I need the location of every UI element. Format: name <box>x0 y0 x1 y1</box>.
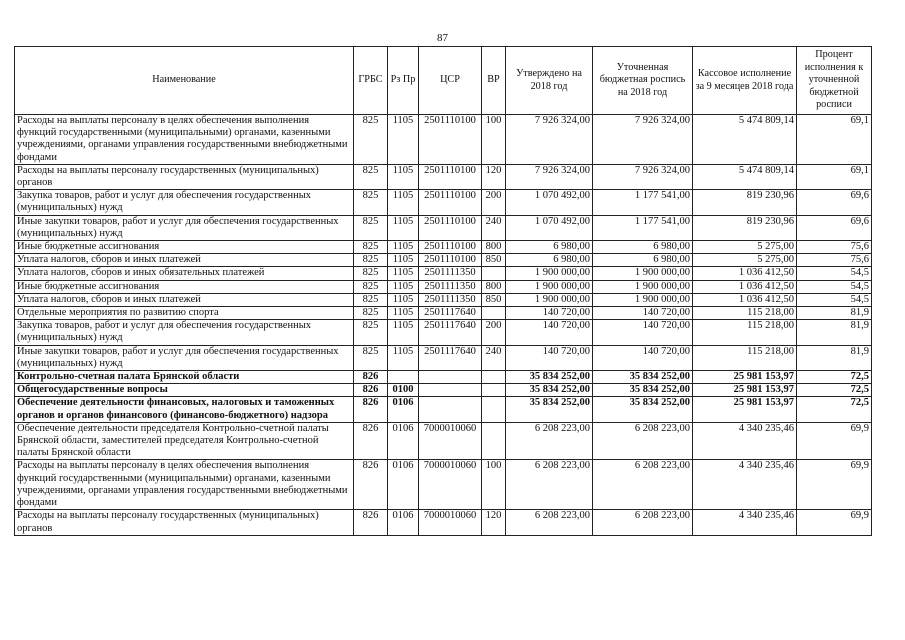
table-row <box>15 384 872 397</box>
header-rzpr: Рз Пр <box>388 47 419 115</box>
row-cash: 5 474 809,14 <box>693 164 797 189</box>
row-grbs: 826 <box>354 460 388 510</box>
table-row <box>15 115 872 165</box>
row-csr: 7000010060 <box>419 460 482 510</box>
row-cash: 115 218,00 <box>693 320 797 345</box>
row-name: Общегосударственные вопросы <box>15 384 354 397</box>
row-cash: 25 981 153,97 <box>693 371 797 384</box>
row-approved: 1 900 000,00 <box>506 280 593 293</box>
row-rzpr: 1105 <box>388 164 419 189</box>
row-percent: 69,9 <box>797 422 872 460</box>
row-percent: 72,5 <box>797 384 872 397</box>
row-csr: 7000010060 <box>419 510 482 535</box>
row-percent: 54,5 <box>797 267 872 280</box>
row-refined: 7 926 324,00 <box>593 164 693 189</box>
row-vr: 100 <box>482 115 506 165</box>
row-vr: 120 <box>482 164 506 189</box>
row-approved: 140 720,00 <box>506 345 593 370</box>
table-row <box>15 371 872 384</box>
row-vr: 120 <box>482 510 506 535</box>
row-approved: 1 070 492,00 <box>506 215 593 240</box>
row-approved: 6 208 223,00 <box>506 460 593 510</box>
row-name: Расходы на выплаты персоналу государственных (муниципальных) органов <box>15 510 354 535</box>
table-row <box>15 460 872 510</box>
row-csr: 2501110100 <box>419 254 482 267</box>
row-percent: 69,1 <box>797 115 872 165</box>
row-percent: 54,5 <box>797 280 872 293</box>
row-approved: 35 834 252,00 <box>506 397 593 422</box>
row-csr: 2501110100 <box>419 164 482 189</box>
row-vr: 800 <box>482 241 506 254</box>
table-row <box>15 254 872 267</box>
row-refined: 35 834 252,00 <box>593 384 693 397</box>
row-approved: 140 720,00 <box>506 307 593 320</box>
row-rzpr: 1105 <box>388 190 419 215</box>
row-name: Обеспечение деятельности финансовых, налоговых и таможенных органов и органов финансового (финансово-бюджетного) надзора <box>15 397 354 422</box>
row-rzpr: 1105 <box>388 254 419 267</box>
row-csr <box>419 371 482 384</box>
row-refined: 6 980,00 <box>593 241 693 254</box>
row-refined: 1 900 000,00 <box>593 293 693 306</box>
row-refined: 6 208 223,00 <box>593 510 693 535</box>
row-csr <box>419 397 482 422</box>
row-grbs: 825 <box>354 293 388 306</box>
row-name: Контрольно-счетная палата Брянской области <box>15 371 354 384</box>
row-percent: 69,9 <box>797 460 872 510</box>
header-csr: ЦСР <box>419 47 482 115</box>
header-refined: Уточненная бюджетная роспись на 2018 год <box>593 47 693 115</box>
row-percent: 75,6 <box>797 241 872 254</box>
header-grbs: ГРБС <box>354 47 388 115</box>
row-refined: 1 900 000,00 <box>593 267 693 280</box>
row-rzpr: 1105 <box>388 345 419 370</box>
row-refined: 140 720,00 <box>593 320 693 345</box>
row-refined: 1 177 541,00 <box>593 190 693 215</box>
row-percent: 54,5 <box>797 293 872 306</box>
row-vr <box>482 307 506 320</box>
row-cash: 819 230,96 <box>693 190 797 215</box>
row-vr: 240 <box>482 215 506 240</box>
row-cash: 5 275,00 <box>693 254 797 267</box>
row-grbs: 825 <box>354 280 388 293</box>
header-cash: Кассовое исполнение за 9 месяцев 2018 года <box>693 47 797 115</box>
row-refined: 140 720,00 <box>593 307 693 320</box>
row-vr: 240 <box>482 345 506 370</box>
row-grbs: 825 <box>354 190 388 215</box>
table-row <box>15 345 872 370</box>
row-csr: 2501110100 <box>419 115 482 165</box>
table-row <box>15 422 872 460</box>
row-cash: 25 981 153,97 <box>693 397 797 422</box>
row-vr: 200 <box>482 190 506 215</box>
table-row <box>15 293 872 306</box>
row-vr: 800 <box>482 280 506 293</box>
row-approved: 7 926 324,00 <box>506 164 593 189</box>
row-grbs: 825 <box>354 215 388 240</box>
row-csr: 2501110100 <box>419 241 482 254</box>
row-grbs: 825 <box>354 115 388 165</box>
row-rzpr: 1105 <box>388 307 419 320</box>
table-header-row <box>15 47 872 115</box>
row-csr: 7000010060 <box>419 422 482 460</box>
row-refined: 7 926 324,00 <box>593 115 693 165</box>
row-grbs: 825 <box>354 320 388 345</box>
table-row <box>15 267 872 280</box>
row-name: Расходы на выплаты персоналу в целях обеспечения выполнения функций государственными (муниципальными) органами, казенными учреждениями, органами управления государственными внебюджетными фондами <box>15 115 354 165</box>
header-vr: ВР <box>482 47 506 115</box>
row-percent: 72,5 <box>797 371 872 384</box>
row-vr: 200 <box>482 320 506 345</box>
row-csr: 2501117640 <box>419 320 482 345</box>
row-refined: 6 208 223,00 <box>593 422 693 460</box>
row-name: Закупка товаров, работ и услуг для обеспечения государственных (муниципальных) нужд <box>15 320 354 345</box>
row-cash: 4 340 235,46 <box>693 422 797 460</box>
row-cash: 5 474 809,14 <box>693 115 797 165</box>
row-grbs: 826 <box>354 371 388 384</box>
row-csr: 2501110100 <box>419 215 482 240</box>
row-name: Обеспечение деятельности председателя Контрольно-счетной палаты Брянской области, заместителей председателя Контрольно-счетной палаты Брянской области <box>15 422 354 460</box>
row-refined: 35 834 252,00 <box>593 371 693 384</box>
row-grbs: 825 <box>354 164 388 189</box>
row-csr: 2501117640 <box>419 345 482 370</box>
row-grbs: 825 <box>354 267 388 280</box>
row-percent: 72,5 <box>797 397 872 422</box>
row-vr: 100 <box>482 460 506 510</box>
row-name: Иные закупки товаров, работ и услуг для обеспечения государственных (муниципальных) нужд <box>15 215 354 240</box>
row-name: Уплата налогов, сборов и иных платежей <box>15 254 354 267</box>
table-row <box>15 190 872 215</box>
row-cash: 115 218,00 <box>693 307 797 320</box>
row-vr <box>482 384 506 397</box>
header-approved: Утверждено на 2018 год <box>506 47 593 115</box>
row-csr <box>419 384 482 397</box>
table-row <box>15 164 872 189</box>
row-cash: 1 036 412,50 <box>693 267 797 280</box>
table-row <box>15 241 872 254</box>
budget-table <box>14 46 872 536</box>
row-percent: 81,9 <box>797 307 872 320</box>
header-percent: Процент исполнения к уточненной бюджетной росписи <box>797 47 872 115</box>
row-vr <box>482 267 506 280</box>
row-percent: 75,6 <box>797 254 872 267</box>
row-approved: 7 926 324,00 <box>506 115 593 165</box>
row-name: Отдельные мероприятия по развитию спорта <box>15 307 354 320</box>
row-percent: 69,1 <box>797 164 872 189</box>
table-row <box>15 215 872 240</box>
row-percent: 69,6 <box>797 215 872 240</box>
row-vr <box>482 422 506 460</box>
row-grbs: 825 <box>354 345 388 370</box>
row-rzpr: 1105 <box>388 115 419 165</box>
row-percent: 69,6 <box>797 190 872 215</box>
page-number: 87 <box>437 32 448 44</box>
row-grbs: 825 <box>354 254 388 267</box>
row-rzpr: 0106 <box>388 422 419 460</box>
row-vr <box>482 397 506 422</box>
row-name: Закупка товаров, работ и услуг для обеспечения государственных (муниципальных) нужд <box>15 190 354 215</box>
row-cash: 819 230,96 <box>693 215 797 240</box>
row-refined: 6 208 223,00 <box>593 460 693 510</box>
table-row <box>15 397 872 422</box>
row-approved: 1 900 000,00 <box>506 267 593 280</box>
row-rzpr: 1105 <box>388 280 419 293</box>
row-rzpr: 1105 <box>388 293 419 306</box>
row-rzpr: 0106 <box>388 397 419 422</box>
header-name: Наименование <box>15 47 354 115</box>
row-name: Уплата налогов, сборов и иных обязательных платежей <box>15 267 354 280</box>
row-cash: 4 340 235,46 <box>693 510 797 535</box>
row-approved: 6 980,00 <box>506 241 593 254</box>
row-percent: 69,9 <box>797 510 872 535</box>
row-grbs: 826 <box>354 397 388 422</box>
row-approved: 6 980,00 <box>506 254 593 267</box>
row-vr <box>482 371 506 384</box>
row-approved: 6 208 223,00 <box>506 422 593 460</box>
table-row <box>15 510 872 535</box>
row-cash: 25 981 153,97 <box>693 384 797 397</box>
row-csr: 2501111350 <box>419 267 482 280</box>
table-row <box>15 307 872 320</box>
table-row <box>15 320 872 345</box>
row-cash: 5 275,00 <box>693 241 797 254</box>
row-refined: 1 177 541,00 <box>593 215 693 240</box>
row-refined: 6 980,00 <box>593 254 693 267</box>
row-vr: 850 <box>482 254 506 267</box>
row-approved: 6 208 223,00 <box>506 510 593 535</box>
row-grbs: 825 <box>354 307 388 320</box>
row-name: Расходы на выплаты персоналу в целях обеспечения выполнения функций государственными (муниципальными) органами, казенными учреждениями, органами управления государственными внебюджетными фондами <box>15 460 354 510</box>
row-grbs: 826 <box>354 384 388 397</box>
row-grbs: 825 <box>354 241 388 254</box>
row-grbs: 826 <box>354 510 388 535</box>
row-rzpr: 1105 <box>388 267 419 280</box>
row-rzpr: 1105 <box>388 215 419 240</box>
row-approved: 140 720,00 <box>506 320 593 345</box>
row-rzpr: 0106 <box>388 460 419 510</box>
row-name: Иные закупки товаров, работ и услуг для обеспечения государственных (муниципальных) нужд <box>15 345 354 370</box>
row-percent: 81,9 <box>797 345 872 370</box>
row-cash: 4 340 235,46 <box>693 460 797 510</box>
table-row <box>15 280 872 293</box>
row-approved: 1 070 492,00 <box>506 190 593 215</box>
row-name: Расходы на выплаты персоналу государственных (муниципальных) органов <box>15 164 354 189</box>
row-rzpr: 0106 <box>388 510 419 535</box>
row-name: Иные бюджетные ассигнования <box>15 241 354 254</box>
row-refined: 35 834 252,00 <box>593 397 693 422</box>
row-csr: 2501110100 <box>419 190 482 215</box>
row-csr: 2501111350 <box>419 280 482 293</box>
row-name: Иные бюджетные ассигнования <box>15 280 354 293</box>
row-grbs: 826 <box>354 422 388 460</box>
row-rzpr: 0100 <box>388 384 419 397</box>
row-refined: 140 720,00 <box>593 345 693 370</box>
row-cash: 115 218,00 <box>693 345 797 370</box>
row-rzpr <box>388 371 419 384</box>
row-rzpr: 1105 <box>388 320 419 345</box>
row-name: Уплата налогов, сборов и иных платежей <box>15 293 354 306</box>
row-approved: 35 834 252,00 <box>506 384 593 397</box>
row-rzpr: 1105 <box>388 241 419 254</box>
row-csr: 2501111350 <box>419 293 482 306</box>
row-cash: 1 036 412,50 <box>693 280 797 293</box>
row-cash: 1 036 412,50 <box>693 293 797 306</box>
row-approved: 35 834 252,00 <box>506 371 593 384</box>
row-refined: 1 900 000,00 <box>593 280 693 293</box>
row-vr: 850 <box>482 293 506 306</box>
row-percent: 81,9 <box>797 320 872 345</box>
row-csr: 2501117640 <box>419 307 482 320</box>
row-approved: 1 900 000,00 <box>506 293 593 306</box>
